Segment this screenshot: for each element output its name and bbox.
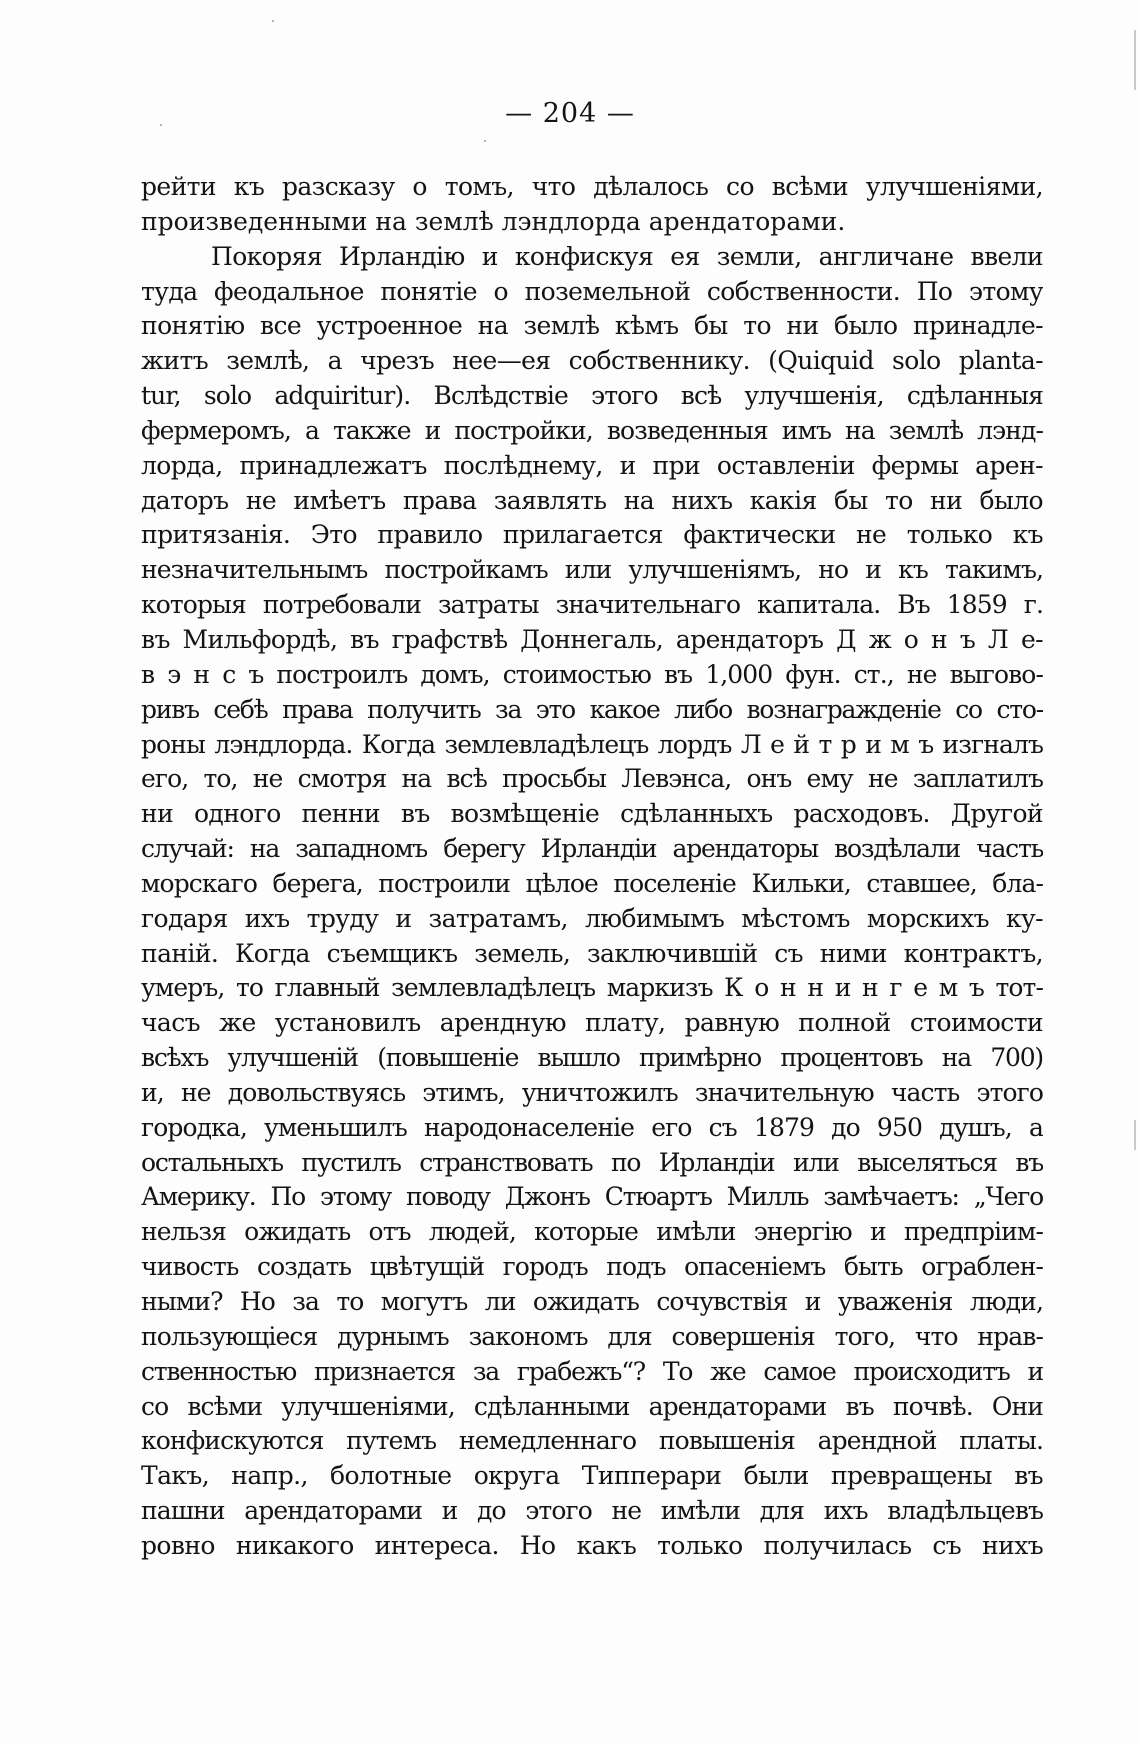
text-line: понятію все устроенное на землѣ кѣмъ бы то ни было принадле-	[141, 311, 1043, 341]
text-line: незначительнымъ постройкамъ или улучшеніямъ, но и къ такимъ,	[141, 555, 1043, 585]
text-line: даторъ не имѣетъ права заявлять на нихъ какія бы то ни было	[141, 485, 1043, 515]
text-line: случай: на западномъ берегу Ирландіи арендаторы воздѣлали часть	[141, 834, 1043, 864]
text-line: ственностью признается за грабежъ“? То же самое происходитъ и	[141, 1356, 1043, 1386]
text-line: умеръ, то главный землевладѣлецъ маркизъ К о н н и н г е м ъ тот-	[141, 973, 1043, 1003]
text-line: роны лэндлорда. Когда землевладѣлецъ лордъ Л е й т р и м ъ изгналъ	[141, 729, 1043, 759]
text-line: его, то, не смотря на всѣ просьбы Левэнса, онъ ему не заплатилъ	[141, 764, 1043, 794]
text-line: житъ землѣ, а чрезъ нее—ея собственнику. (Quiquid solo planta-	[141, 346, 1043, 376]
text-line: нельзя ожидать отъ людей, которые имѣли энергію и предпріим-	[141, 1217, 1043, 1247]
text-line: которыя потребовали затраты значительнаго капитала. Въ 1859 г.	[141, 590, 1043, 620]
print-speck	[272, 20, 274, 22]
text-line: остальныхъ пустилъ странствовать по Ирландіи или выселяться въ	[141, 1147, 1043, 1177]
text-line: ни одного пенни въ возмѣщеніе сдѣланныхъ расходовъ. Другой	[141, 799, 1043, 829]
print-speck	[160, 124, 162, 126]
text-line: со всѣми улучшеніями, сдѣланными арендаторами въ почвѣ. Они	[141, 1391, 1043, 1421]
text-line: конфискуются путемъ немедленнаго повышенія арендной платы.	[141, 1426, 1043, 1456]
text-line: годаря ихъ труду и затратамъ, любимымъ мѣстомъ морскихъ ку-	[141, 903, 1043, 933]
body-text	[141, 170, 1043, 1564]
text-line: пользующіеся дурнымъ закономъ для совершенія того, что нрав-	[141, 1321, 1043, 1351]
text-line: Такъ, напр., болотные округа Типперари были превращены въ	[141, 1461, 1043, 1491]
page-number: — 204 —	[505, 98, 635, 129]
text-line: городка, уменьшилъ народонаселеніе его съ 1879 до 950 душъ, а	[141, 1112, 1043, 1142]
text-line: рейти къ разсказу о томъ, что дѣлалось со всѣми улучшеніями,	[141, 172, 1043, 201]
text-line: в э н с ъ построилъ домъ, стоимостью въ 1,000 фун. ст., не выгово-	[141, 659, 1043, 689]
text-line: ными? Но за то могутъ ли ожидать сочувствія и уваженія люди,	[141, 1287, 1043, 1316]
text-line: чивость создать цвѣтущій городъ подъ опасеніемъ быть ограблен-	[141, 1252, 1043, 1282]
page-edge-mark	[1134, 30, 1136, 90]
text-line: всѣхъ улучшеній (повышеніе вышло примѣрно процентовъ на 700)	[141, 1043, 1043, 1073]
print-speck	[484, 140, 486, 142]
text-line: въ Мильфордѣ, въ графствѣ Доннегаль, арендаторъ Д ж о н ъ Л е-	[141, 624, 1043, 654]
text-line: Покоряя Ирландію и конфискуя ея земли, англичане ввели	[211, 241, 1043, 271]
text-line: лорда, принадлежатъ послѣднему, и при оставленіи фермы арен-	[141, 450, 1043, 480]
text-line: ривъ себѣ права получить за это какое либо вознагражденіе со сто-	[141, 694, 1043, 724]
text-line: фермеромъ, а также и постройки, возведенныя имъ на землѣ лэнд-	[141, 415, 1043, 445]
text-line: Америку. По этому поводу Джонъ Стюартъ Милль замѣчаетъ: „Чего	[141, 1182, 1043, 1212]
text-line: притязанія. Это правило прилагается фактически не только къ	[141, 520, 1043, 550]
text-line: произведенными на землѣ лэндлорда арендаторами.	[141, 206, 846, 236]
text-line: ровно никакого интереса. Но какъ только получилась съ нихъ	[141, 1530, 1043, 1560]
text-line: паній. Когда съемщикъ земель, заключившій съ ними контрактъ,	[141, 938, 1043, 968]
text-line: часъ же установилъ арендную плату, равную полной стоимости	[141, 1008, 1043, 1038]
text-line: и, не довольствуясь этимъ, уничтожилъ значительную часть этого	[141, 1077, 1043, 1107]
page-edge-mark	[1134, 1120, 1136, 1150]
text-line: пашни арендаторами и до этого не имѣли для ихъ владѣльцевъ	[141, 1496, 1043, 1526]
text-line: туда феодальное понятіе о поземельной собственности. По этому	[141, 276, 1043, 306]
text-line: tur, solo adquiritur). Вслѣдствіе этого всѣ улучшенія, сдѣланныя	[141, 381, 1043, 411]
text-line: морскаго берега, построили цѣлое поселеніе Кильки, ставшее, бла-	[141, 868, 1043, 898]
